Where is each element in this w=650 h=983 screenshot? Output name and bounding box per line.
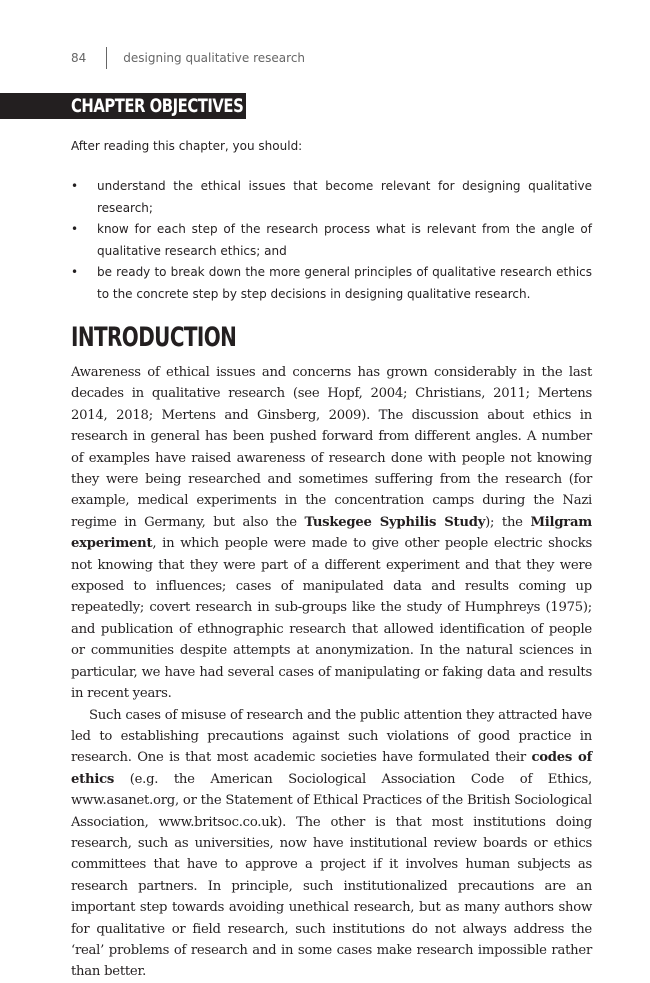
introduction-heading: INTRODUCTION — [71, 322, 237, 353]
body-text — [71, 362, 592, 983]
paragraph-2-part-a: Such cases of misuse of research and the public attention they attracted have led to establishing precautions against such violations of good practice in research. One is that most academic societies have formulated their — [71, 707, 592, 766]
paragraph-1 — [71, 362, 592, 705]
objective-text: understand the ethical issues that become relevant for designing qualitative research; — [97, 179, 592, 215]
running-head — [71, 47, 305, 69]
bullet-icon: • — [71, 222, 79, 236]
objective-text: know for each step of the research process what is relevant from the angle of qualitative research ethics; and — [97, 222, 592, 258]
chapter-objectives-heading: CHAPTER OBJECTIVES — [71, 95, 244, 117]
key-term-tuskegee: Tuskegee Syphilis Study — [304, 514, 486, 530]
page-number: 84 — [71, 51, 87, 65]
running-head-title: designing qualitative research — [123, 51, 306, 65]
paragraph-1-part-a: Awareness of ethical issues and concerns has grown considerably in the last decades in qualitative research (see Hopf, 2004; Christians, 2011; Mertens 2014, 2018; Mertens and Ginsberg, 2009). The discussion about ethics in research in general has been pushed forward from different angles. A number of examples have raised awareness of research done with people not knowing they were being researched and sometimes suffering from the research (for example, medical experiments in the concentration camps during the Nazi regime in Germany, but also the — [71, 365, 592, 530]
list-item — [71, 219, 592, 262]
list-item — [71, 262, 592, 305]
key-term-milgram: Milgram experiment — [71, 514, 592, 552]
list-item — [71, 176, 592, 219]
paragraph-1-part-b: ); the — [485, 514, 531, 530]
running-head-divider — [106, 47, 107, 69]
bullet-icon: • — [71, 179, 79, 193]
objective-text: be ready to break down the more general principles of qualitative research ethics to the concrete step by step decisions in designing qualitative research. — [97, 265, 592, 301]
objectives-list — [71, 176, 592, 305]
bullet-icon: • — [71, 265, 79, 279]
paragraph-1-part-c: , in which people were made to give other people electric shocks not knowing that they were part of a different experiment and that they were exposed to influences; cases of manipulated data and results coming up repeatedly; covert research in sub-groups like the study of Humphreys (1975); and publication of ethnographic research that allowed identification of people or communities despite attempts at anonymization. In the natural sciences in particular, we have had several cases of manipulating or faking data and results in recent years. — [71, 536, 592, 702]
paragraph-2-part-b: (e.g. the American Sociological Association Code of Ethics, www.asanet.org, or the Statement of Ethical Practices of the British Sociological Association, www.britsoc.co.uk). The other is that most institutions doing research, such as universities, now have institutional review boards or ethics committees that have to approve a project if it involves human subjects as research partners. In principle, such institutionalized precautions are an important step towards avoiding unethical research, but as many authors show for qualitative or field research, such institutions do not always address the ‘real’ problems of research and in some cases make research impossible rather than better. — [71, 771, 592, 980]
objectives-intro: After reading this chapter, you should: — [71, 139, 303, 153]
paragraph-2 — [71, 705, 592, 983]
key-term-codes-of-ethics: codes of ethics — [71, 750, 592, 787]
